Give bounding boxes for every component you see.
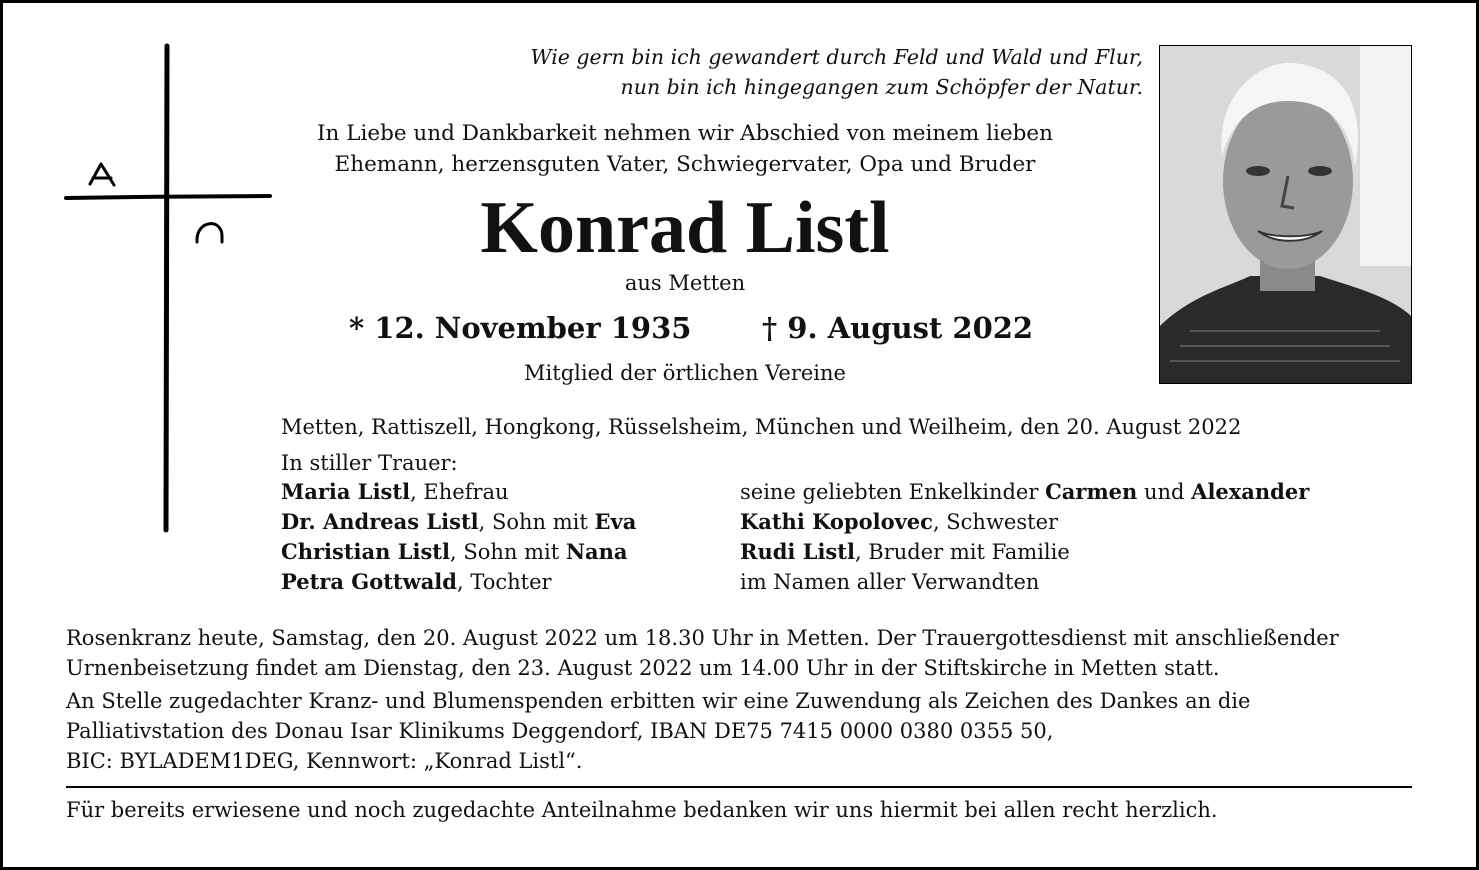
mourner-name: Maria Listl [281,479,411,504]
thanks-note: Für bereits erwiesene und noch zugedachte Anteilnahme bedanken wir uns hiermit bei allen recht herzlich. [66,798,1218,822]
donation-line: An Stelle zugedachter Kranz- und Blumenspenden erbitten wir eine Zuwendung als Zeichen des Dankes an die [66,689,1251,713]
poem-line: nun bin ich hingegangen zum Schöpfer der Natur. [620,75,1143,99]
birth-date: * 12. November 1935 [349,311,692,345]
mourner-relation: , Tochter [456,570,552,594]
portrait-illustration [1160,46,1411,383]
deceased-origin: aus Metten [624,271,746,295]
donation-line: Palliativstation des Donau Isar Klinikums Deggendorf, IBAN DE75 7415 0000 0380 0355 50, [66,719,1054,743]
farewell-intro [230,118,1140,180]
mourner-entry [740,477,1309,507]
mourners-right-column [740,477,1309,597]
mourner-relation: , Sohn mit [449,540,566,564]
mourner-entry [281,507,636,537]
mourner-name: Rudi Listl [740,539,855,564]
mourning-label: In stiller Trauer: [281,451,458,475]
mourner-relation: , Schwester [932,510,1059,534]
mourner-name: Petra Gottwald [281,569,457,594]
service-details [66,623,1426,683]
mourner-entry [281,567,636,597]
donation-request [66,686,1426,776]
mourner-conjunction: und [1137,480,1192,504]
intro-line: Ehemann, herzensguten Vater, Schwiegervater, Opa und Bruder [334,152,1036,177]
membership-note: Mitglied der örtlichen Vereine [524,361,846,385]
mourner-entry [740,507,1309,537]
poem-line: Wie gern bin ich gewandert durch Feld und Wald und Flur, [530,45,1143,69]
portrait-photo [1159,45,1412,384]
places-and-date: Metten, Rattiszell, Hongkong, Rüsselsheim, München und Weilheim, den 20. August 2022 [281,415,1242,439]
mourner-name: Kathi Kopolovec [740,509,933,534]
mourner-relation: , Bruder mit Familie [854,540,1070,564]
mourner-relation: , Sohn mit [478,510,595,534]
service-line: Urnenbeisetzung findet am Dienstag, den 23. August 2022 um 14.00 Uhr in der Stiftskirche in Metten statt. [66,656,1220,680]
mourner-partner: Nana [565,539,628,564]
service-line: Rosenkranz heute, Samstag, den 20. August 2022 um 18.30 Uhr in Metten. Der Trauergottesdienst mit anschließender [66,626,1339,650]
deceased-name: Konrad Listl [480,187,890,269]
mourner-relation: , Ehefrau [410,480,509,504]
mourner-partner: Eva [594,509,637,534]
donation-line: BIC: BYLADEM1DEG, Kennwort: „Konrad Listl“. [66,749,583,773]
intro-line: In Liebe und Dankbarkeit nehmen wir Abschied von meinem lieben [317,121,1053,146]
mourner-name: Carmen [1045,479,1138,504]
mourners-left-column [281,477,636,597]
mourner-entry [740,537,1309,567]
mourner-name: Christian Listl [281,539,450,564]
mourner-entry: im Namen aller Verwandten [740,570,1040,594]
mourner-name: Dr. Andreas Listl [281,509,479,534]
divider [66,786,1412,788]
memorial-poem [531,42,1143,102]
mourner-entry [281,537,636,567]
mourner-prefix: seine geliebten Enkelkinder [740,480,1046,504]
death-date: † 9. August 2022 [762,311,1034,345]
mourner-entry [281,477,636,507]
mourner-name: Alexander [1191,479,1310,504]
